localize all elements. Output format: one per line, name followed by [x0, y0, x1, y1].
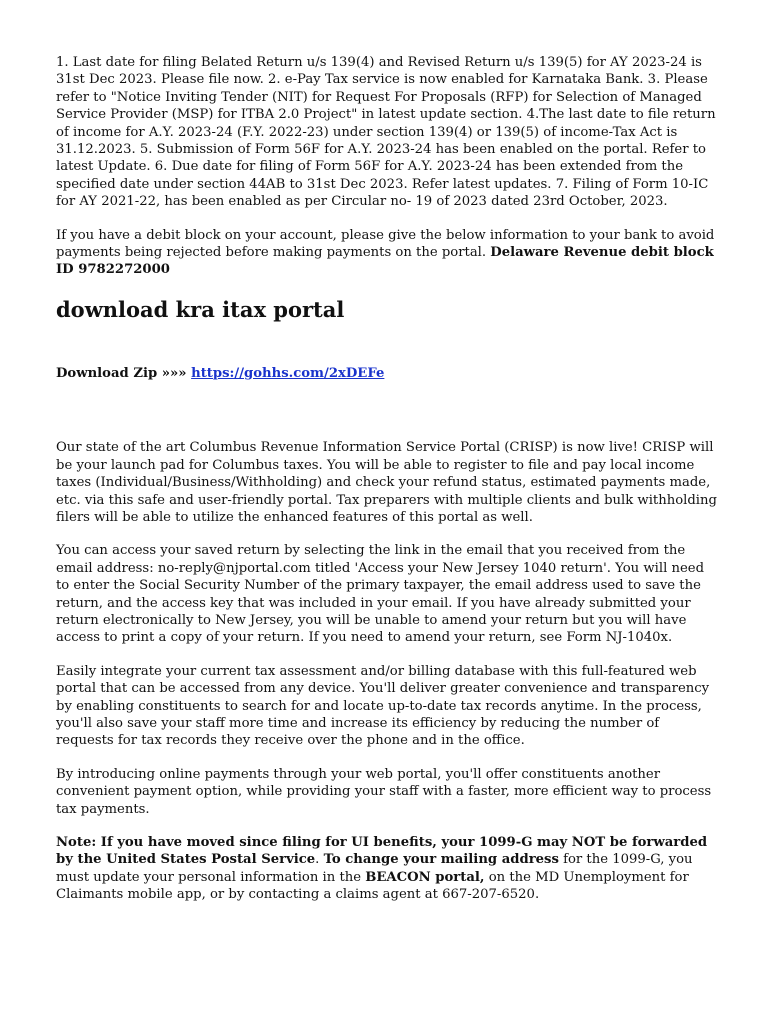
debit-block-id: Delaware Revenue debit block ID 9782272000 — [56, 245, 714, 278]
debit-block-paragraph — [56, 227, 718, 279]
payments-paragraph: By introducing online payments through your web portal, you'll offer constituents another convenient payment option, while providing your staff with a faster, more efficient way to process tax payments. — [56, 766, 712, 817]
document-page — [56, 54, 718, 904]
note-separator: . — [315, 852, 324, 868]
note-bold-1: Note: If you have moved since filing for UI benefits, your 1099-G may NOT be forwarded by the United States Postal Service — [56, 835, 708, 868]
crisp-paragraph: Our state of the art Columbus Revenue Information Service Portal (CRISP) is now live! CRISP will be your launch pad for Columbus taxes. You will be able to register to file and pay local income taxes (Individual/Business/Withholding) and check your refund status, estimated payments made, etc. via this safe and user-friendly portal. Tax preparers with multiple clients and bulk withholding filers will be able to utilize the enhanced features of this portal as well. — [56, 440, 717, 525]
note-bold-2: To change your mailing address — [323, 852, 559, 868]
note-text-2: on the MD Unemployment for Claimants mobile app, or by contacting a claims agent at 667-207-6520. — [56, 869, 689, 903]
note-text-1: for the 1099-G, you must update your personal information in the — [56, 852, 693, 885]
integrate-paragraph: Easily integrate your current tax assessment and/or billing database with this full-featured web portal that can be accessed from any device. You'll deliver greater convenience and transparency by enabling constituents to search for and locate up-to-date tax records anytime. In the process, you'll also save your staff more time and increase its efficiency by reducing the number of requests for tax records they receive over the phone and in the office. — [56, 663, 710, 749]
nj-return-paragraph: You can access your saved return by selecting the link in the email that you received from the email address: no-reply@njportal.com titled 'Access your New Jersey 1040 return'. You will need to enter the Social Security Number of the primary taxpayer, the email address used to save the return, and the access key that was included in your email. If you have already submitted your return electronically to New Jersey, you will be unable to amend your return but you will have access to print a copy of your return. If you need to amend your return, see Form NJ-1040x. — [56, 543, 705, 646]
download-link[interactable]: https://gohhs.com/2xDEFe — [191, 365, 385, 381]
page-heading: download kra itax portal — [56, 296, 345, 322]
download-label: Download Zip »»» — [56, 365, 192, 381]
debit-block-text: If you have a debit block on your account, please give the below information to your bank to avoid payments being rejected before making payments on the portal. — [56, 227, 715, 261]
download-line — [56, 365, 718, 382]
note-paragraph — [56, 834, 718, 904]
note-bold-3: BEACON portal, — [365, 869, 485, 885]
notice-paragraph: 1. Last date for filing Belated Return u/s 139(4) and Revised Return u/s 139(5) for AY 2023-24 is 31st Dec 2023. Please file now. 2. e-Pay Tax service is now enabled for Karnataka Bank. 3. Please refer to "Notice Inviting Tender (NIT) for Request For Proposals (RFP) for Selection of Managed Service Provider (MSP) for ITBA 2.0 Project" in latest update section. 4.The last date to file return of income for A.Y. 2023-24 (F.Y. 2022-23) under section 139(4) or 139(5) of income-Tax Act is 31.12.2023. 5. Submission of Form 56F for A.Y. 2023-24 has been enabled on the portal. Refer to latest Update. 6. Due date for filing of Form 56F for A.Y. 2023-24 has been extended from the specified date under section 44AB to 31st Dec 2023. Refer latest updates. 7. Filing of Form 10-IC for AY 2021-22, has been enabled as per Circular no- 19 of 2023 dated 23rd October, 2023. — [56, 55, 716, 210]
